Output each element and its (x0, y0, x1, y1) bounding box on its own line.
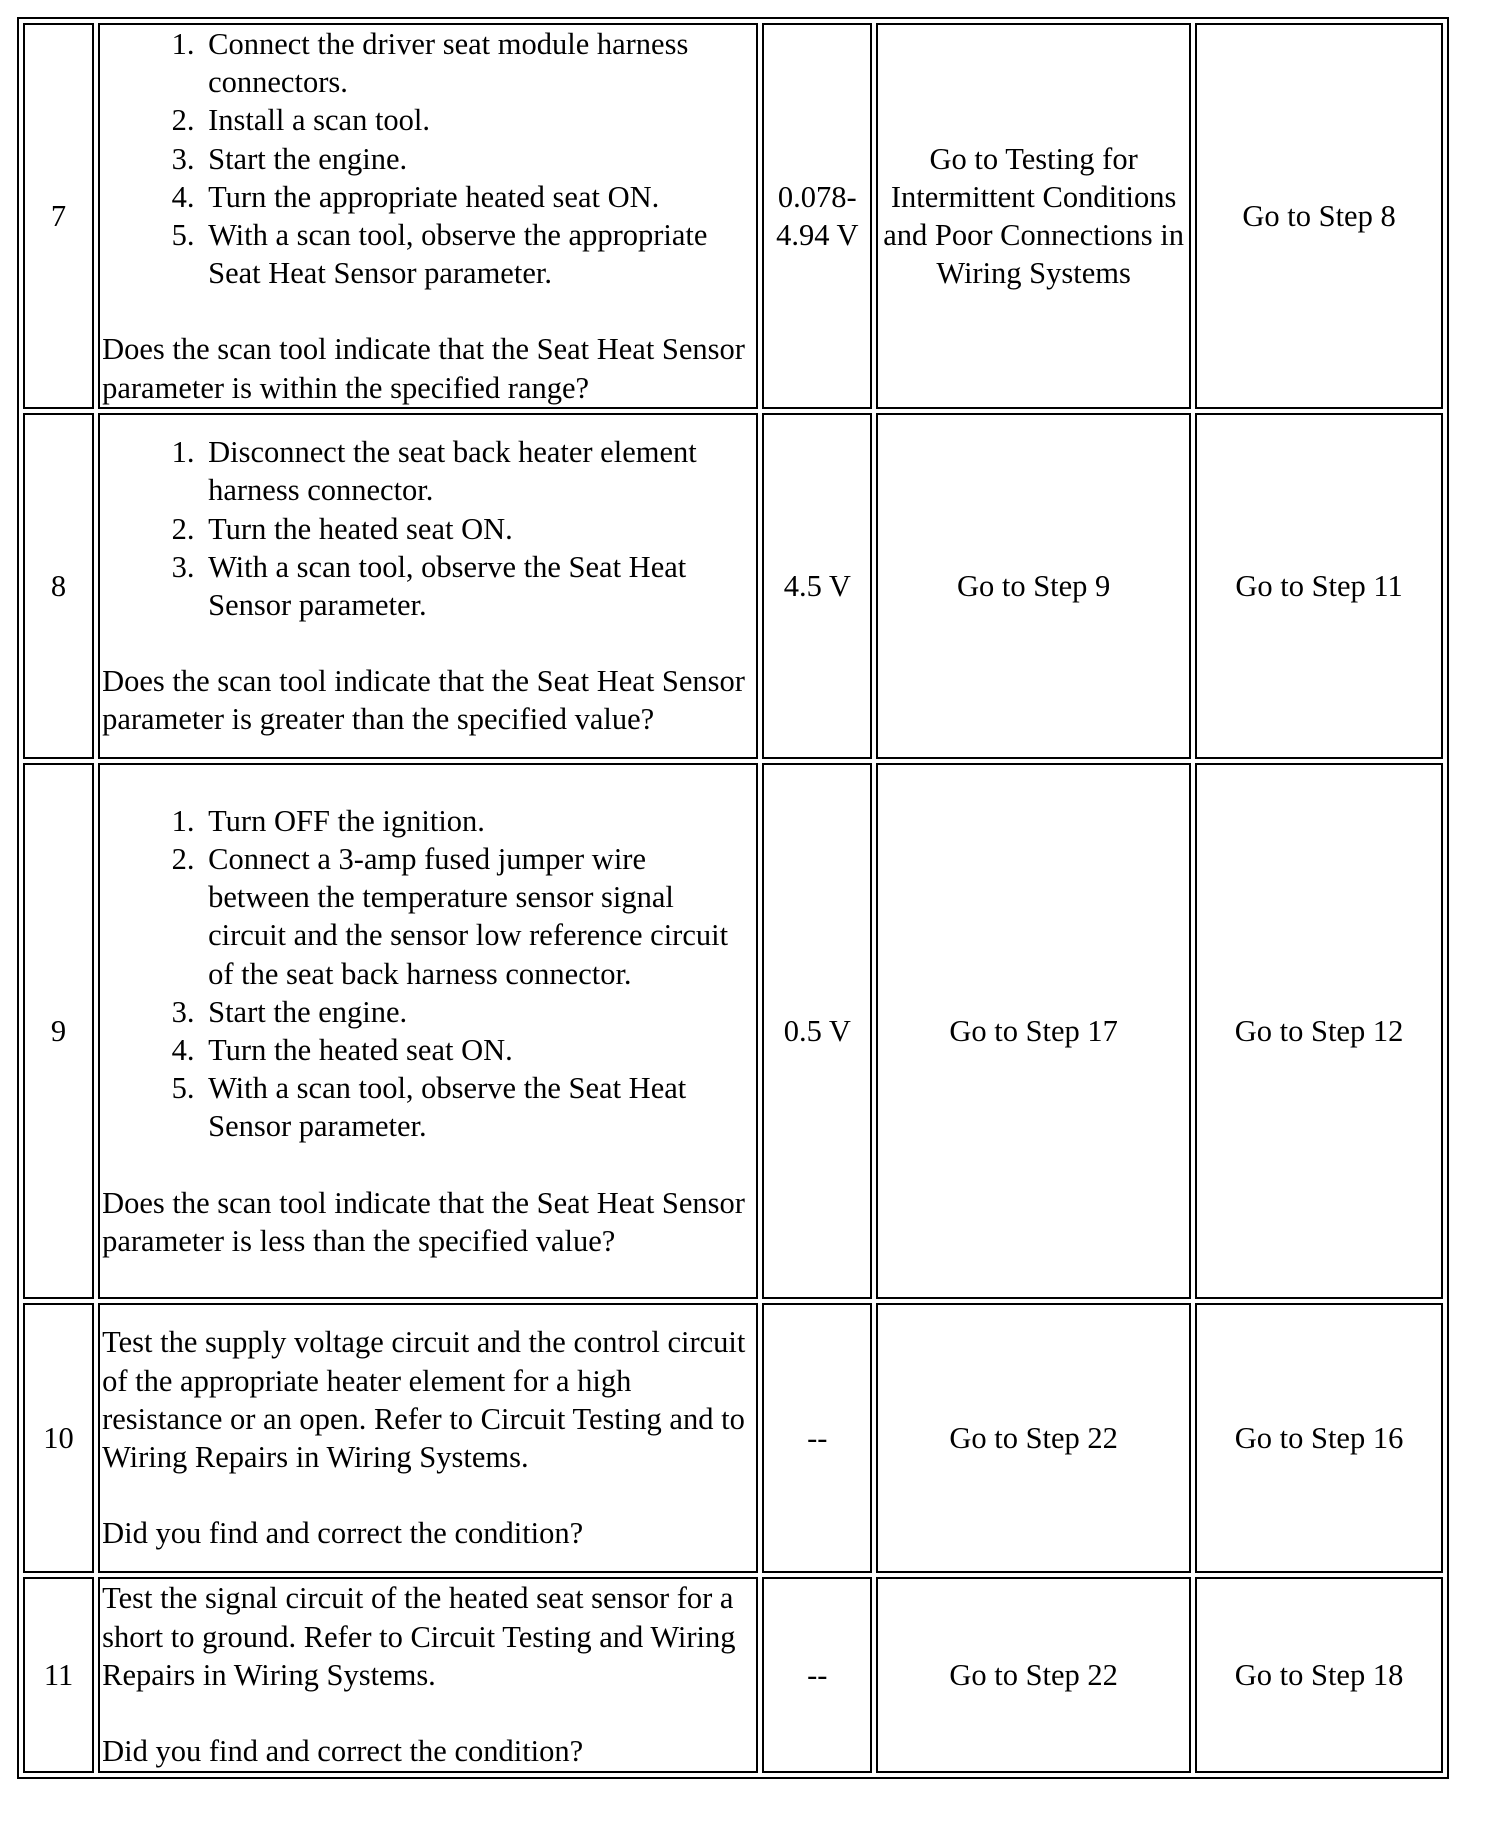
step-instruction: Test the signal circuit of the heated seat sensor for a short to ground. Refer to Circuit Testing and Wiring Repairs in Wiring Systems. (102, 1581, 736, 1692)
list-item: 5. With a scan tool, observe the appropriate Seat Heat Sensor parameter. (202, 216, 754, 292)
yes-action: Go to Step 17 (876, 763, 1191, 1299)
specified-value: -- (762, 1577, 872, 1773)
step-number: 9 (23, 763, 94, 1299)
step-action (98, 1577, 758, 1773)
table-row (23, 763, 1443, 1299)
no-action: Go to Step 11 (1195, 413, 1443, 759)
no-action: Go to Step 16 (1195, 1303, 1443, 1573)
list-item: 4. Turn the heated seat ON. (202, 1031, 754, 1069)
list-item: 3. Start the engine. (202, 993, 754, 1031)
list-item: 2. Install a scan tool. (202, 101, 754, 139)
specified-value: -- (762, 1303, 872, 1573)
diagnostic-steps-table (17, 17, 1449, 1779)
table-row (23, 1577, 1443, 1773)
table-row (23, 23, 1443, 409)
diagnostic-table-container (17, 17, 1449, 1779)
step-action (98, 1303, 758, 1573)
step-number: 8 (23, 413, 94, 759)
step-question: Does the scan tool indicate that the Seat Heat Sensor parameter is within the specified range? (102, 332, 745, 405)
list-item: 3. Start the engine. (202, 140, 754, 178)
no-action: Go to Step 12 (1195, 763, 1443, 1299)
specified-value: 0.5 V (762, 763, 872, 1299)
step-question: Did you find and correct the condition? (102, 1516, 584, 1551)
yes-action: Go to Step 22 (876, 1577, 1191, 1773)
step-question: Did you find and correct the condition? (102, 1734, 584, 1769)
step-action (98, 23, 758, 409)
step-action (98, 763, 758, 1299)
yes-action: Go to Testing for Intermittent Conditions and Poor Connections in Wiring Systems (876, 23, 1191, 409)
list-item: 1. Connect the driver seat module harness connectors. (202, 25, 754, 101)
step-number: 11 (23, 1577, 94, 1773)
list-item: 4. Turn the appropriate heated seat ON. (202, 178, 754, 216)
step-action (98, 413, 758, 759)
no-action: Go to Step 8 (1195, 23, 1443, 409)
yes-action: Go to Step 9 (876, 413, 1191, 759)
step-number: 7 (23, 23, 94, 409)
step-number: 10 (23, 1303, 94, 1573)
list-item: 3. With a scan tool, observe the Seat Heat Sensor parameter. (202, 548, 754, 624)
yes-action: Go to Step 22 (876, 1303, 1191, 1573)
step-instruction: Test the supply voltage circuit and the control circuit of the appropriate heater element for a high resistance or an open. Refer to Circuit Testing and to Wiring Repairs in Wiring Systems. (102, 1325, 746, 1474)
step-question: Does the scan tool indicate that the Seat Heat Sensor parameter is greater than the specified value? (102, 664, 745, 737)
list-item: 5. With a scan tool, observe the Seat Heat Sensor parameter. (202, 1069, 754, 1145)
list-item: 2. Turn the heated seat ON. (202, 510, 754, 548)
table-row (23, 413, 1443, 759)
table-row (23, 1303, 1443, 1573)
action-list (102, 433, 754, 624)
action-list (102, 25, 754, 292)
action-list (102, 802, 754, 1146)
list-item: 1. Disconnect the seat back heater element harness connector. (202, 433, 754, 509)
step-question: Does the scan tool indicate that the Seat Heat Sensor parameter is less than the specified value? (102, 1185, 745, 1258)
specified-value: 4.5 V (762, 413, 872, 759)
list-item: 2. Connect a 3-amp fused jumper wire between the temperature sensor signal circuit and the sensor low reference circuit of the seat back harness connector. (202, 840, 754, 993)
specified-value: 0.078-4.94 V (762, 23, 872, 409)
list-item: 1. Turn OFF the ignition. (202, 802, 754, 840)
no-action: Go to Step 18 (1195, 1577, 1443, 1773)
